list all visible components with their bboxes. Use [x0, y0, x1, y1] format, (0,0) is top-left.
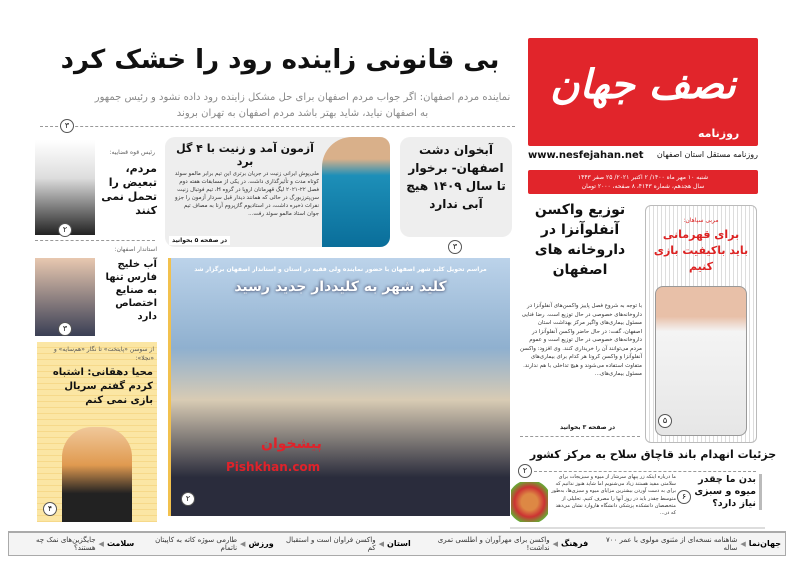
nav-section[interactable]: ورزش: [248, 539, 274, 548]
nav-item[interactable]: واکسن فراوان است و استقبال کم: [285, 536, 376, 552]
logo-text: نصف جهان: [550, 60, 736, 108]
page-ref-icon[interactable]: ۶: [677, 490, 691, 504]
page-ref-icon[interactable]: ۳: [60, 119, 74, 133]
football-title: آزمون آمد و زنیت با ۴ گل برد: [176, 142, 314, 168]
nav-item[interactable]: جایگزین‌های نمک چه هستند؟: [36, 536, 96, 552]
page-ref-icon[interactable]: ۲: [518, 464, 532, 478]
football-box[interactable]: [165, 137, 390, 247]
nav-section[interactable]: فرهنگ: [561, 539, 589, 548]
watermark-logo: پیشخوان: [261, 436, 322, 452]
page-ref-icon[interactable]: ۳: [58, 322, 72, 336]
main-photo[interactable]: [168, 258, 510, 516]
water-box[interactable]: [400, 137, 512, 237]
fruit-body: ما درباره اینکه زر پیهای سرشار از میوه و سبزیجات برای سلامتی مفید هستند زیاد می‌شنویم اما شاید هنوز ندانیم که برای به دست آوردن بیشترین مزایای میوه و سبزی‌ها، به‌طور متوسط چقدر باید در روز آنها را مصرف کنیم. تحلیلی از متخصصان دانشکده پزشکی دانشگاه هاروارد نشان می‌دهد که در...: [551, 474, 676, 517]
nav-section[interactable]: استان: [386, 539, 411, 548]
weapons-headline[interactable]: جزئیات انهدام باند قاچاق سلاح به مرکز کشور: [529, 448, 777, 461]
actress-photo: [62, 427, 132, 522]
divider: [534, 471, 756, 472]
date-bar: [528, 170, 758, 194]
divider: [510, 527, 765, 529]
lead-headline[interactable]: بی قانونی زاینده رود را خشک کرد: [60, 45, 500, 75]
judiciary-kicker: رئیس قوه قضاییه:: [109, 149, 155, 156]
fruit-title[interactable]: بدن ما چقدر میوه و سبزی نیاز دارد؟: [692, 474, 762, 510]
lead-subhead: نماینده مردم اصفهان: اگر جواب مردم اصفهان برای حل مشکل زاینده رود داده نشود و رئیس جمهور به اصفهان نیاید، شاید بهتر باشد مردم اصفهان به تهران بروند: [94, 92, 511, 119]
page-ref-icon: ۵: [658, 414, 672, 428]
nav-item[interactable]: واکسن برای مهرآوران و اطلسی تمری نداشت!: [437, 536, 550, 552]
main-photo-kicker: مراسم تحویل کلید شهر اصفهان با حضور نماینده ولی فقیه در استان و استاندار اصفهان برگزار شد: [194, 266, 487, 273]
actress-kicker: از سوسن «پایتخت» تا نگار «هم‌سایه» و «نجلا»:: [53, 346, 154, 362]
water-title: آبخوان دشت اصفهان- برخوار تا سال ۱۴۰۹ هیچ آبی ندارد: [406, 143, 506, 211]
divider: [35, 240, 155, 241]
main-photo-title: کلید شهر به کلیددار جدید رسید: [234, 279, 447, 295]
nav-item[interactable]: طارمی سوژه کاته به کاپیتان ناتمام: [155, 536, 238, 552]
read-more-link[interactable]: در صفحه ۳ بخوانید: [560, 424, 616, 431]
divider: [520, 436, 640, 437]
date-line: شنبه ۱۰ مهر ماه ۱۴۰۰/ ۲ اکتبر ۲۰۲۱/ ۲۵ صفر ۱۴۴۳: [577, 174, 709, 181]
newspaper-logo: [528, 38, 758, 146]
vaccine-title[interactable]: توزیع واکسن آنفلوآنزا در داروخانه های اصفهان: [534, 202, 626, 278]
actress-title: محیا دهقانی: اشتباه کردم گفتم سریال بازی نمی کنم: [52, 367, 153, 406]
nav-section[interactable]: سلامت: [106, 539, 135, 548]
fruit-basket-image: [511, 482, 548, 522]
page-ref-icon[interactable]: ۳: [448, 240, 462, 254]
bottom-news-bar: جهان‌نما ◀ شاهنامه نسخه‌ای از مثنوی مولوی با عمر ۷۰۰ ساله فرهنگ ◀ واکسن برای مهرآوران و اطلسی تمری نداشت! استان ◀ واکسن فراوان است و استقبال کم ورزش ◀ طارمی سوژه کاته به کاپیتان ناتمام سلامت ◀ جایگزین‌های نمک چه هستند؟: [8, 531, 786, 556]
read-more-link[interactable]: در صفحه ۵ بخوانید: [169, 236, 230, 245]
player-photo: [322, 137, 390, 247]
coach-kicker: مربی سپاهان:: [683, 217, 719, 224]
masthead-info: [528, 150, 758, 161]
nav-item[interactable]: شاهنامه نسخه‌ای از مثنوی مولوی با عمر ۷۰۰ ساله: [606, 536, 738, 552]
divider: [40, 126, 515, 127]
governor-title[interactable]: آب خلیج فارس تنها به صنایع اختصاص دارد: [105, 259, 157, 322]
coach-photo: [655, 286, 747, 436]
judiciary-title[interactable]: مردم، تبعیض را تحمل نمی کنند: [101, 162, 157, 217]
actress-box[interactable]: [37, 342, 157, 522]
governor-kicker: استاندار اصفهان:: [114, 246, 157, 253]
page-ref-icon: ۴: [43, 502, 57, 516]
website-link[interactable]: www.nesfejahan.net: [528, 150, 644, 161]
logo-prefix: روزنامه: [698, 127, 740, 140]
nav-section[interactable]: جهان‌نما: [748, 539, 781, 548]
football-body: ملی‌پوش ایرانی زنیت در جریان برتری این تیم برابر مالمو سوئد کوتاه مدت و تأثیرگذاری داشت. در یکی از مسابقات هفته دوم فصل ۲۲-۲۰۲۱ لیگ قهرمانان اروپا در گروه H، تیم فوتبال زنیت سن‌پترزبورگ در حالی که همانند دیدار قبل سردار آزمون را جزو نفرات ذخیره داشت، در استادیوم گازپروم آرنا به مصاف تیم جوان استاد مالمو سوئد رفت...: [174, 171, 319, 217]
vaccine-body: با توجه به شروع فصل پاییز واکسن‌های آنفلوآنزا در داروخانه‌های خصوصی در حال توزیع است. رضا فنایی مسئول بیماری‌های واگیر مرکز بهداشت استان اصفهان، گفت: در حال حاضر واکسن آنفلوآنزا در داروخانه‌های خصوصی در حال توزیع است و عموم مردم می‌توانند آن را خریداری کنند. وی افزود: واکسن آنفلوآنزا و واکسن کرونا هر کدام برای بیماری‌های متفاوت استفاده می‌شوند و هیچ تداخلی با هم ندارند. مسئول بیماری‌های...: [519, 303, 642, 377]
page-ref-icon[interactable]: ۲: [58, 223, 72, 237]
watermark-url: Pishkhan.com: [226, 460, 321, 474]
coach-title: برای قهرمانی باید باکیفیت بازی کنیم: [653, 228, 749, 273]
issue-line: سال هجدهم، شماره ۴۱۴۳، ۸ صفحه، ۲۰۰۰ تومان: [581, 183, 705, 190]
coach-box[interactable]: [645, 205, 757, 443]
tagline: روزنامه مستقل استان اصفهان: [656, 150, 758, 159]
page-ref-icon: ۲: [181, 492, 195, 506]
